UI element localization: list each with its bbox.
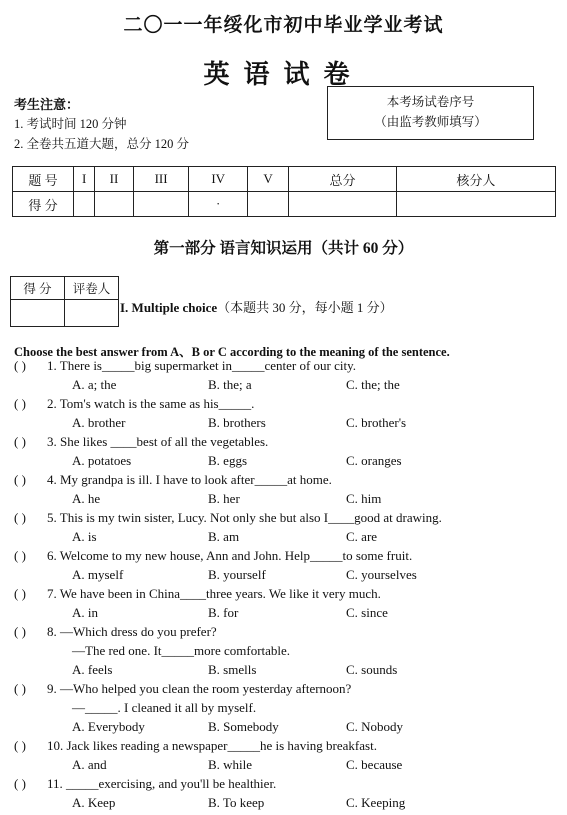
question-text-continued: —The red one. It_____more comfortable. [72,643,291,658]
score-header-cell: I [74,167,95,192]
answer-option: A. Keep [72,795,116,810]
section-name: I. Multiple choice [120,300,218,315]
answer-option: B. Somebody [208,719,279,734]
answer-option: B. yourself [208,567,266,582]
score-header-cell: IV [189,167,248,192]
part-title: 第一部分 语言知识运用（共计 60 分） [153,240,414,257]
score-table-score-row [13,192,556,217]
answer-option: B. for [208,605,239,620]
notice-item: 1. 考试时间 120 分钟 [14,117,127,131]
answer-blank[interactable]: ( ) [14,434,26,449]
answer-option: B. brothers [208,415,266,430]
answer-option: A. Everybody [72,719,145,734]
serial-box-label: 本考场试卷序号 [386,95,475,109]
question-text: 9. —Who helped you clean the room yesterday afternoon? [47,681,352,696]
answer-option: A. a; the [72,377,117,392]
answer-option: B. the; a [208,377,252,392]
instructions: Choose the best answer from A、B or C according to the meaning of the sentence. [14,345,450,359]
answer-option: A. is [72,529,97,544]
score-header-cell: 核分人 [396,167,555,192]
answer-blank[interactable]: ( ) [14,396,26,411]
answer-blank[interactable]: ( ) [14,624,26,639]
grade-score-label: 得 分 [11,277,65,300]
answer-option: C. yourselves [346,567,417,582]
grade-grader-label: 评卷人 [65,277,119,300]
score-row-label: 得 分 [13,192,74,217]
answer-option: A. brother [72,415,126,430]
answer-option: B. eggs [208,453,247,468]
question-text: 4. My grandpa is ill. I have to look after_____at home. [47,472,332,487]
answer-blank[interactable]: ( ) [14,681,26,696]
score-header-cell: III [133,167,189,192]
notice-heading: 考生注意： [14,97,80,112]
score-table-header-row [13,167,556,192]
score-header-cell: V [247,167,288,192]
question-text: 2. Tom's watch is the same as his_____. [47,396,255,411]
serial-box-note: （由监考教师填写） [374,115,487,129]
answer-blank[interactable]: ( ) [14,586,26,601]
answer-option: A. in [72,605,98,620]
answer-option: C. because [346,757,403,772]
score-cell[interactable] [95,192,133,217]
answer-option: C. him [346,491,382,506]
answer-blank[interactable]: ( ) [14,510,26,525]
question-text: 1. There is_____big supermarket in_____center of our city. [47,358,357,373]
answer-option: C. sounds [346,662,398,677]
question-text-continued: —_____. I cleaned it all by myself. [72,700,257,715]
question-text: 7. We have been in China____three years. We like it very much. [47,586,381,601]
answer-blank[interactable]: ( ) [14,548,26,563]
paper-title: 英语试卷 [203,60,364,90]
serial-number-box[interactable] [327,86,534,140]
answer-blank[interactable]: ( ) [14,472,26,487]
score-cell[interactable] [396,192,555,217]
question-text: 6. Welcome to my new house, Ann and John. Help_____to some fruit. [47,548,413,563]
answer-option: A. potatoes [72,453,132,468]
score-cell[interactable]: · [189,192,248,217]
section-heading [120,297,393,316]
answer-blank[interactable]: ( ) [14,358,26,373]
answer-blank[interactable]: ( ) [14,776,26,791]
score-cell[interactable] [247,192,288,217]
answer-option: C. brother's [346,415,407,430]
answer-option: B. am [208,529,240,544]
exam-title: 二〇一一年绥化市初中毕业学业考试 [123,15,444,36]
grade-score-cell[interactable] [11,300,65,327]
answer-option: B. her [208,491,240,506]
score-cell[interactable] [133,192,189,217]
answer-option: A. he [72,491,101,506]
question-text: 5. This is my twin sister, Lucy. Not only she but also I____good at drawing. [47,510,442,525]
answer-option: C. oranges [346,453,402,468]
grade-box [10,276,119,327]
answer-option: B. smells [208,662,257,677]
question-text: 8. —Which dress do you prefer? [47,624,217,639]
answer-option: B. while [208,757,253,772]
answer-option: A. myself [72,567,124,582]
question-text: 10. Jack likes reading a newspaper_____he is having breakfast. [47,738,377,753]
question-text: 11. _____exercising, and you'll be healthier. [47,776,277,791]
score-cell[interactable] [289,192,396,217]
answer-option: C. Nobody [346,719,404,734]
answer-option: C. since [346,605,388,620]
score-cell[interactable] [74,192,95,217]
answer-option: C. Keeping [346,795,406,810]
score-header-cell: II [95,167,133,192]
answer-blank[interactable]: ( ) [14,738,26,753]
grader-cell[interactable] [65,300,119,327]
notice-item: 2. 全卷共五道大题，总分 120 分 [14,137,190,151]
question-text: 3. She likes ____best of all the vegetables. [47,434,269,449]
score-header-cell: 总分 [289,167,396,192]
score-table [12,166,556,217]
section-note: （本题共 30 分，每小题 1 分） [217,300,393,315]
score-header-cell: 题 号 [13,167,74,192]
answer-option: A. and [72,757,107,772]
answer-option: B. To keep [208,795,265,810]
answer-option: C. the; the [346,377,400,392]
answer-option: C. are [346,529,378,544]
answer-option: A. feels [72,662,113,677]
